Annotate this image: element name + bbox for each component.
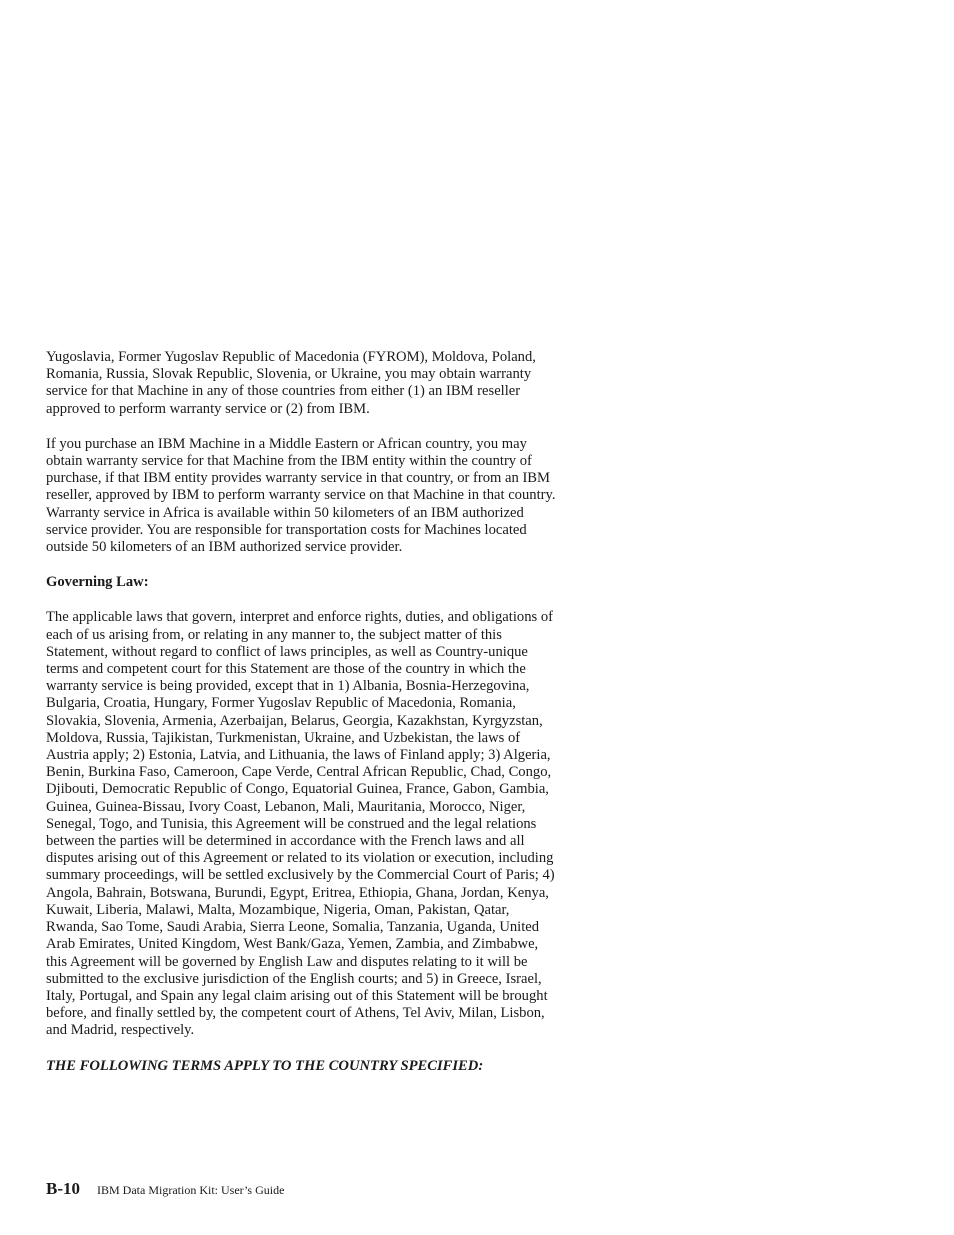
paragraph-governing-law: The applicable laws that govern, interpret and enforce rights, duties, and obligations of each of us arising from, or relating in any manner to, the subject matter of this Statement, without regard to conflict of laws principles, as well as Country-unique terms and competent court for this Statement are those of the country in which the warranty service is being provided, except that in 1) Albania, Bosnia-Herzegovina, Bulgaria, Croatia, Hungary, Former Yugoslav Republic of Macedonia, Romania, Slovakia, Slovenia, Armenia, Azerbaijan, Belarus, Georgia, Kazakhstan, Kyrgyzstan, Moldova, Russia, Tajikistan, Turkmenistan, Ukraine, and Uzbekistan, the laws of Austria apply; 2) Estonia, Latvia, and Lithuania, the laws of Finland apply; 3) Algeria, Benin, Burkina Faso, Cameroon, Cape Verde, Central African Republic, Chad, Congo, Djibouti, Democratic Republic of Congo, Equatorial Guinea, France, Gabon, Gambia, Guinea, Guinea-Bissau, Ivory Coast, Lebanon, Mali, Mauritania, Morocco, Niger, Senegal, Togo, and Tunisia, this Agreement will be construed and the legal relations between the parties will be determined in accordance with the French laws and all disputes arising out of this Agreement or related to its violation or execution, including summary proceedings, will be settled exclusively by the Commercial Court of Paris; 4) Angola, Bahrain, Botswana, Burundi, Egypt, Eritrea, Ethiopia, Ghana, Jordan, Kenya, Kuwait, Liberia, Malawi, Malta, Mozambique, Nigeria, Oman, Pakistan, Qatar, Rwanda, Sao Tome, Saudi Arabia, Sierra Leone, Somalia, Tanzania, Uganda, United Arab Emirates, United Kingdom, West Bank/Gaza, Yemen, Zambia, and Zimbabwe, this Agreement will be governed by English Law and disputes relating to it will be submitted to the exclusive jurisdiction of the English courts; and 5) in Greece, Israel, Italy, Portugal, and Spain any legal claim arising out of this Statement will be brought before, and finally settled by, the competent court of Athens, Tel Aviv, Milan, Lisbon, and Madrid, respectively. (46, 609, 555, 1039)
governing-law-heading: Governing Law: (46, 574, 149, 591)
paragraph-middle-east-africa: If you purchase an IBM Machine in a Middle Eastern or African country, you may obtain warranty service for that Machine from the IBM entity within the country of purchase, if that IBM entity provides warranty service in that country, or from an IBM reseller, approved by IBM to perform warranty service on that Machine in that country. Warranty service in Africa is available within 50 kilometers of an IBM authorized service provider. You are responsible for transportation costs for Machines located outside 50 kilometers of an IBM authorized service provider. (46, 435, 556, 556)
page-footer (46, 1179, 284, 1199)
document-body (46, 349, 556, 1075)
paragraph-reseller-warranty: Yugoslavia, Former Yugoslav Republic of Macedonia (FYROM), Moldova, Poland, Romania, Russia, Slovak Republic, Slovenia, or Ukraine, you may obtain warranty service for that Machine in any of those countries from either (1) an IBM reseller approved to perform warranty service or (2) from IBM. (46, 349, 536, 417)
following-terms-heading: THE FOLLOWING TERMS APPLY TO THE COUNTRY SPECIFIED: (46, 1057, 484, 1074)
book-title: IBM Data Migration Kit: User’s Guide (97, 1183, 285, 1197)
page-number: B-10 (46, 1179, 80, 1198)
